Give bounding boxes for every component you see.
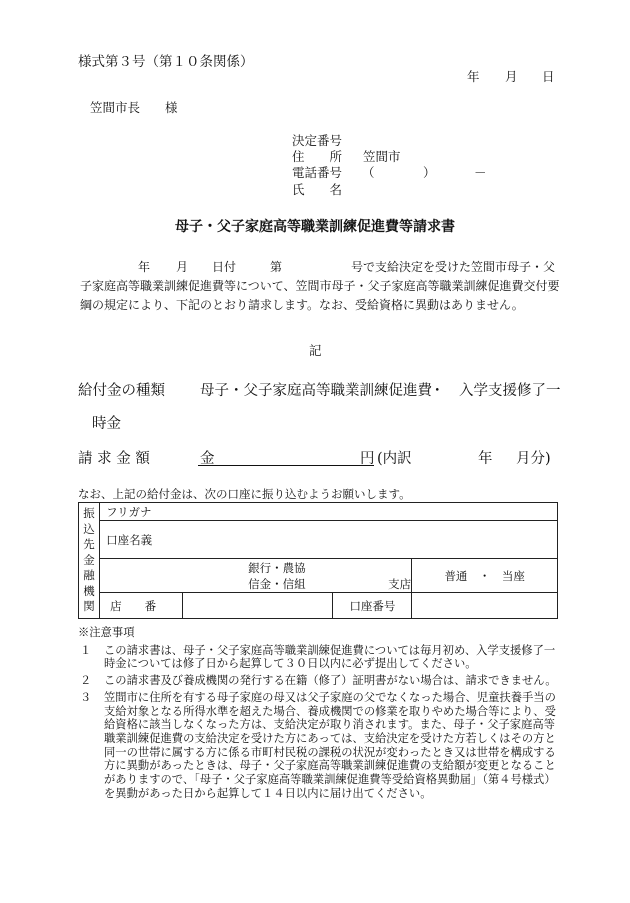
store-number-label: 店 番 — [110, 598, 157, 613]
body-line1-rest: 号で支給決定を受けた笠間市母子・父 — [351, 260, 556, 274]
phone-dash: － — [474, 165, 487, 180]
amount-year: 年 — [478, 451, 493, 467]
body-month: 月 — [176, 260, 189, 274]
bank-account-table — [78, 502, 558, 619]
note-number: ３ — [80, 690, 92, 704]
bank-types: 銀行・農協 信金・信組 — [248, 561, 306, 591]
form-number: 様式第３号（第１０条関係） — [78, 54, 254, 70]
store-number-label-cell — [100, 593, 183, 619]
note-text: この請求書は、母子・父子家庭高等職業訓練促進費については毎月初め、入学支援修了一時金については修了日から起算して３０日以内に必ず提出してください。 — [104, 643, 556, 671]
amount-underline — [198, 465, 374, 466]
account-types: 普通 ・ 当座 — [444, 568, 525, 583]
note-item — [78, 674, 560, 688]
account-name-cell[interactable] — [100, 521, 558, 559]
amount-breakdown-open: (内訳 — [377, 451, 412, 467]
transfer-note: なお、上記の給付金は、次の口座に振り込むようお願いします。 — [78, 487, 411, 501]
note-item — [78, 691, 560, 801]
decision-number-label: 決定番号 — [292, 133, 343, 148]
note-text: この請求書及び養成機関の発行する在籍（修了）証明書がない場合は、請求できません。 — [104, 674, 557, 688]
amount-kin: 金 — [200, 451, 215, 467]
body-line3: 綱の規定により、下記のとおり請求します。なお、受給資格に異動はありません。 — [80, 298, 524, 312]
benefit-label: 給付金の種類 — [78, 383, 165, 399]
amount-label: 請 求 金 額 — [78, 451, 150, 467]
phone-paren-close: ） — [423, 165, 436, 180]
account-name-label: 口座名義 — [106, 532, 153, 547]
note-number: １ — [80, 643, 92, 657]
benefit-dot: ・ — [430, 383, 445, 399]
date-year-label: 年 — [467, 69, 480, 84]
phone-label: 電話番号 — [292, 165, 343, 180]
note-text: 笠間市に住所を有する母子家庭の母又は父子家庭の父でなくなった場合、児童扶養手当の支給対象となる所得水準を超えた場合、養成機関での修業を取りやめた場合等により、受給資格に該当しなくなった方は、支給決定が取り消されます。また、母子・父子家庭高等職業訓練促進費の支給決定を受けた方にあっては、支給決定を受けた方若しくはその方と同一の世帯に属する方に係る市町村民税の課税の状況が変わったとき又は世帯を構成する方に異動があったときは、母子・父子家庭高等職業訓練促進費の支給額が変更となることがありますので、「母子・父子家庭高等職業訓練促進費等受給資格異動届」（第４号様式）を異動があった日から起算して１４日以内に届け出てください。 — [104, 690, 556, 800]
benefit-option-completion: 入学支援修了一 — [459, 383, 561, 399]
account-type-cell[interactable] — [412, 559, 558, 593]
amount-yen: 円 — [360, 451, 375, 467]
address-value: 笠間市 — [363, 149, 401, 164]
ki-heading: 記 — [309, 343, 322, 358]
body-year: 年 — [138, 260, 151, 274]
addressee: 笠間市長 様 — [90, 100, 178, 115]
amount-month-close: 月分) — [516, 451, 551, 467]
note-item — [78, 644, 560, 671]
bank-name-cell[interactable] — [100, 559, 412, 593]
benefit-option-completion-cont: 時金 — [92, 416, 121, 432]
account-number-input[interactable] — [412, 593, 558, 619]
account-number-label-cell — [333, 593, 412, 619]
phone-paren-open: （ — [362, 165, 375, 180]
branch-label: 支店 — [388, 577, 412, 591]
account-number-label: 口座番号 — [349, 598, 396, 613]
name-label: 氏 名 — [292, 182, 343, 197]
body-line2: 子家庭高等職業訓練促進費等について、笠間市母子・父子家庭高等職業訓練促進費交付要 — [80, 279, 560, 293]
date-month-label: 月 — [505, 69, 518, 84]
bank-vertical-header: 振 込 先 金 融 機 関 — [79, 503, 100, 619]
notes-section — [78, 626, 560, 803]
note-number: ２ — [80, 674, 92, 688]
furigana-label: フリガナ — [106, 504, 152, 519]
store-number-input[interactable] — [183, 593, 333, 619]
notes-heading: ※注意事項 — [78, 626, 135, 639]
body-dai: 第 — [270, 260, 283, 274]
body-date: 日付 — [212, 260, 237, 274]
benefit-option-promotion: 母子・父子家庭高等職業訓練促進費 — [200, 383, 432, 399]
body-paragraph — [80, 258, 558, 315]
page-title: 母子・父子家庭高等職業訓練促進費等請求書 — [175, 219, 455, 235]
date-day-label: 日 — [542, 69, 555, 84]
address-label: 住 所 — [292, 149, 343, 164]
furigana-cell[interactable] — [100, 503, 558, 521]
